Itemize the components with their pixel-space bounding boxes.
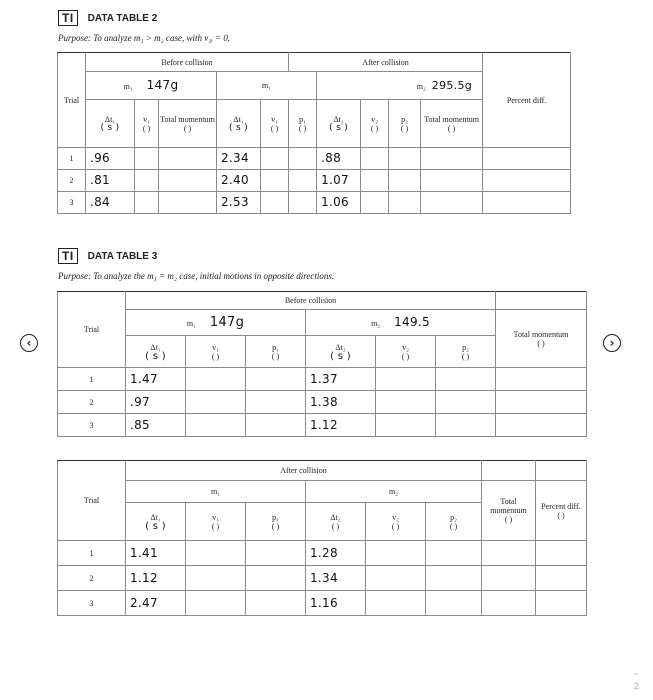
v2-cell[interactable] — [366, 541, 426, 566]
total-label: Total momentum — [490, 497, 527, 515]
dt1-after-cell[interactable]: 2.40 — [217, 170, 261, 192]
dt2-cell[interactable]: 1.12 — [306, 414, 376, 437]
percent-diff-header — [536, 481, 587, 541]
m2-header — [306, 310, 496, 336]
pct-unit: ( ) — [557, 510, 565, 520]
v2-label: v₂ — [402, 342, 409, 352]
table3-title: DATA TABLE 3 — [87, 250, 158, 262]
dt1-cell[interactable]: .81 — [86, 170, 135, 192]
trial-number: 3 — [58, 192, 86, 214]
total-unit: ( ) — [537, 338, 545, 348]
ti-badge: TI — [58, 10, 78, 26]
dt1-label: Δt₁ — [150, 342, 161, 352]
table-row — [58, 414, 587, 437]
table-row — [58, 170, 571, 192]
p1-cell[interactable] — [246, 368, 306, 391]
before-collision-header: Before collision — [126, 292, 496, 310]
p1-cell[interactable] — [246, 566, 306, 591]
table-row — [58, 192, 571, 214]
dt2-label: Δt₂ — [335, 342, 346, 352]
dt1-cell[interactable]: .97 — [126, 391, 186, 414]
dt1-after-cell[interactable]: 2.34 — [217, 148, 261, 170]
chevron-up-icon: ‹ — [631, 672, 642, 676]
v1-after-label: v₁ — [271, 114, 278, 124]
dt1-after-header — [217, 100, 261, 148]
p1-label: p₁ — [299, 114, 306, 124]
dt1-after-cell[interactable]: 2.53 — [217, 192, 261, 214]
data-table-3-before — [57, 291, 587, 437]
v1-header — [186, 336, 246, 368]
v2-header — [376, 336, 436, 368]
p1-after-header — [289, 100, 317, 148]
dt2-header — [306, 336, 376, 368]
m2-label: m₂ — [371, 318, 381, 328]
p1-header — [246, 336, 306, 368]
data-table-2 — [57, 52, 571, 214]
header-spacer — [496, 292, 587, 310]
percent-diff-cell[interactable] — [483, 170, 571, 192]
v2-cell[interactable] — [376, 391, 436, 414]
after-collision-header: After collision — [126, 461, 482, 481]
total-before-cell[interactable] — [159, 148, 217, 170]
v1-cell[interactable] — [186, 591, 246, 616]
dt1-unit: ( s ) — [145, 520, 166, 532]
total-label: Total momentum — [513, 329, 569, 339]
p1-unit: ( ) — [298, 123, 307, 133]
dt2-header — [306, 503, 366, 541]
percent-diff-cell[interactable] — [536, 591, 587, 616]
v2-after-header — [361, 100, 389, 148]
p2-cell[interactable] — [389, 192, 421, 214]
p2-cell[interactable] — [426, 566, 482, 591]
dt1-cell[interactable]: 1.12 — [126, 566, 186, 591]
trial-number: 2 — [58, 170, 86, 192]
m2-label: m₂ — [416, 81, 426, 91]
trial-number: 3 — [58, 414, 126, 437]
p2-header — [436, 336, 496, 368]
v2-cell[interactable] — [361, 170, 389, 192]
v1-cell[interactable] — [186, 566, 246, 591]
v1-after-header — [261, 100, 289, 148]
p1-cell[interactable] — [246, 414, 306, 437]
v2-unit: ( ) — [391, 521, 400, 531]
dt1-header — [126, 503, 186, 541]
trial-number: 1 — [58, 368, 126, 391]
dt2-unit: ( s ) — [329, 122, 349, 133]
total-cell[interactable] — [496, 368, 587, 391]
page-number: 2 — [633, 681, 639, 691]
table2-title: DATA TABLE 2 — [87, 12, 158, 24]
p1-cell[interactable] — [246, 391, 306, 414]
v1-cell[interactable] — [186, 414, 246, 437]
table-row — [58, 148, 571, 170]
dt1-label: Δt₁ — [104, 114, 116, 124]
trial-number: 2 — [58, 566, 126, 591]
table3-heading — [58, 248, 157, 264]
v1-cell[interactable] — [186, 368, 246, 391]
v1-cell[interactable] — [186, 391, 246, 414]
dt1-cell[interactable]: 1.47 — [126, 368, 186, 391]
percent-diff-cell[interactable] — [483, 192, 571, 214]
next-page-button[interactable] — [603, 334, 621, 352]
after-collision-header: After collision — [289, 53, 483, 72]
p1-label: p₁ — [272, 342, 279, 352]
dt1-cell[interactable]: .84 — [86, 192, 135, 214]
total-cell[interactable] — [482, 541, 536, 566]
v1-after-unit: ( ) — [270, 123, 279, 133]
dt1-header — [126, 336, 186, 368]
dt1-unit: ( s ) — [100, 122, 120, 133]
total-after-cell[interactable] — [421, 170, 483, 192]
dt2-cell[interactable]: 1.16 — [306, 591, 366, 616]
table-row — [58, 591, 587, 616]
dt2-cell[interactable]: 1.34 — [306, 566, 366, 591]
dt2-cell[interactable]: 1.37 — [306, 368, 376, 391]
p1-cell[interactable] — [246, 591, 306, 616]
pct-label: Percent diff. — [541, 501, 581, 511]
table-row — [58, 391, 587, 414]
p1-after-cell[interactable] — [289, 148, 317, 170]
v1-after-cell[interactable] — [261, 170, 289, 192]
trial-header: Trial — [58, 292, 126, 368]
dt2-unit: ( s ) — [330, 350, 351, 362]
before-collision-header: Before collision — [86, 53, 289, 72]
percent-diff-cell[interactable] — [536, 566, 587, 591]
total-cell[interactable] — [482, 591, 536, 616]
p2-cell[interactable] — [426, 541, 482, 566]
m1-label: m₁ — [186, 318, 196, 328]
total-after-unit: ( ) — [447, 123, 456, 133]
m1-value: 147g — [209, 314, 245, 330]
percent-diff-cell[interactable] — [536, 541, 587, 566]
dt1-cell[interactable]: 2.47 — [126, 591, 186, 616]
trial-number: 1 — [58, 148, 86, 170]
p2-cell[interactable] — [426, 591, 482, 616]
prev-page-button[interactable] — [20, 334, 38, 352]
dt1-after-label: Δt₁ — [233, 114, 244, 124]
p1-unit: ( ) — [271, 351, 280, 361]
p2-unit: ( ) — [400, 123, 409, 133]
dt2-cell[interactable]: 1.07 — [317, 170, 361, 192]
v1-header — [186, 503, 246, 541]
table-row — [58, 566, 587, 591]
p1-after-cell[interactable] — [289, 192, 317, 214]
v1-cell[interactable] — [135, 170, 159, 192]
m2-header: m₂ — [306, 481, 482, 503]
m2-value: 149.5 — [394, 314, 430, 329]
v2-unit: ( ) — [370, 123, 379, 133]
percent-diff-header: Percent diff. — [483, 53, 571, 148]
v2-cell[interactable] — [366, 566, 426, 591]
total-unit: ( ) — [183, 123, 192, 133]
chevron-left-icon: ‹ — [26, 336, 32, 350]
total-momentum-after-header — [421, 100, 483, 148]
header-spacer — [482, 461, 536, 481]
total-momentum-before-header — [159, 100, 217, 148]
dt1-cell[interactable]: 1.41 — [126, 541, 186, 566]
v2-unit: ( ) — [401, 351, 410, 361]
m1-before-header — [86, 72, 217, 100]
table-row — [58, 541, 587, 566]
v2-header — [366, 503, 426, 541]
dt2-label: Δt₂ — [330, 512, 341, 522]
v2-cell[interactable] — [361, 192, 389, 214]
dt2-cell[interactable]: 1.38 — [306, 391, 376, 414]
v1-cell[interactable] — [186, 541, 246, 566]
m1-after-header: m₁ — [217, 72, 317, 100]
table-row — [58, 368, 587, 391]
v1-unit: ( ) — [211, 521, 220, 531]
ti-badge: TI — [58, 248, 78, 264]
v1-label: v₁ — [212, 342, 219, 352]
p2-label: p₂ — [450, 512, 457, 522]
p1-header — [246, 503, 306, 541]
trial-number: 3 — [58, 591, 126, 616]
total-momentum-header — [482, 481, 536, 541]
total-after-cell[interactable] — [421, 148, 483, 170]
percent-diff-cell[interactable] — [483, 148, 571, 170]
total-before-cell[interactable] — [159, 192, 217, 214]
dt1-header — [86, 100, 135, 148]
total-unit: ( ) — [504, 515, 513, 524]
v1-unit: ( ) — [211, 351, 220, 361]
trial-number: 1 — [58, 541, 126, 566]
trial-header: Trial — [58, 53, 86, 148]
total-cell[interactable] — [496, 414, 587, 437]
total-before-cell[interactable] — [159, 170, 217, 192]
header-spacer — [536, 461, 587, 481]
v2-cell[interactable] — [366, 591, 426, 616]
dt2-cell[interactable]: 1.28 — [306, 541, 366, 566]
p1-cell[interactable] — [246, 541, 306, 566]
p2-label: p₂ — [462, 342, 469, 352]
trial-header: Trial — [58, 461, 126, 541]
p2-header — [426, 503, 482, 541]
total-momentum-header — [496, 310, 587, 368]
dt2-unit: ( ) — [331, 521, 340, 531]
p2-cell[interactable] — [389, 148, 421, 170]
dt2-cell[interactable]: 1.06 — [317, 192, 361, 214]
v2-label: v₂ — [371, 114, 378, 124]
p2-after-header — [389, 100, 421, 148]
total-after-cell[interactable] — [421, 192, 483, 214]
p1-after-cell[interactable] — [289, 170, 317, 192]
total-label: Total momentum — [160, 114, 215, 124]
p2-cell[interactable] — [389, 170, 421, 192]
p1-label: p₁ — [272, 512, 279, 522]
v2-cell[interactable] — [376, 368, 436, 391]
v1-label: v₁ — [212, 512, 219, 522]
dt1-after-unit: ( s ) — [229, 122, 248, 133]
v1-cell[interactable] — [135, 192, 159, 214]
m1-header — [126, 310, 306, 336]
table2-purpose: Purpose: To analyze m₁ > m₂ case, with v₂ᵢ = 0. — [58, 33, 231, 43]
table3-purpose: Purpose: To analyze the m₁ = m₂ case, initial motions in opposite directions. — [58, 271, 335, 281]
total-cell[interactable] — [496, 391, 587, 414]
p2-label: p₂ — [401, 114, 408, 124]
m2-value: 295.5g — [431, 78, 473, 92]
m2-after-header — [317, 72, 483, 100]
dt2-label: Δt₂ — [333, 114, 344, 124]
v1-cell[interactable] — [135, 148, 159, 170]
m1-value: 147g — [146, 77, 179, 92]
trial-number: 2 — [58, 391, 126, 414]
p2-unit: ( ) — [449, 521, 458, 531]
total-after-label: Total momentum — [424, 114, 479, 124]
dt2-cell[interactable]: .88 — [317, 148, 361, 170]
m1-header: m₁ — [126, 481, 306, 503]
dt2-after-header — [317, 100, 361, 148]
v2-cell[interactable] — [376, 414, 436, 437]
table2-heading — [58, 10, 157, 26]
p2-cell[interactable] — [436, 414, 496, 437]
v1-header — [135, 100, 159, 148]
m1-label: m₁ — [123, 81, 133, 91]
total-cell[interactable] — [482, 566, 536, 591]
dt1-cell[interactable]: .85 — [126, 414, 186, 437]
dt1-cell[interactable]: .96 — [86, 148, 135, 170]
page-indicator[interactable] — [631, 668, 642, 692]
v1-after-cell[interactable] — [261, 192, 289, 214]
v1-label: v₁ — [143, 114, 150, 124]
p2-cell[interactable] — [436, 391, 496, 414]
v1-after-cell[interactable] — [261, 148, 289, 170]
v1-unit: ( ) — [142, 123, 151, 133]
chevron-right-icon: › — [609, 336, 615, 350]
dt1-unit: ( s ) — [145, 350, 166, 362]
v2-label: v₂ — [392, 512, 399, 522]
p2-cell[interactable] — [436, 368, 496, 391]
p1-unit: ( ) — [271, 521, 280, 531]
data-table-3-after — [57, 460, 587, 616]
p2-unit: ( ) — [461, 351, 470, 361]
dt1-label: Δt₁ — [150, 512, 161, 522]
v2-cell[interactable] — [361, 148, 389, 170]
